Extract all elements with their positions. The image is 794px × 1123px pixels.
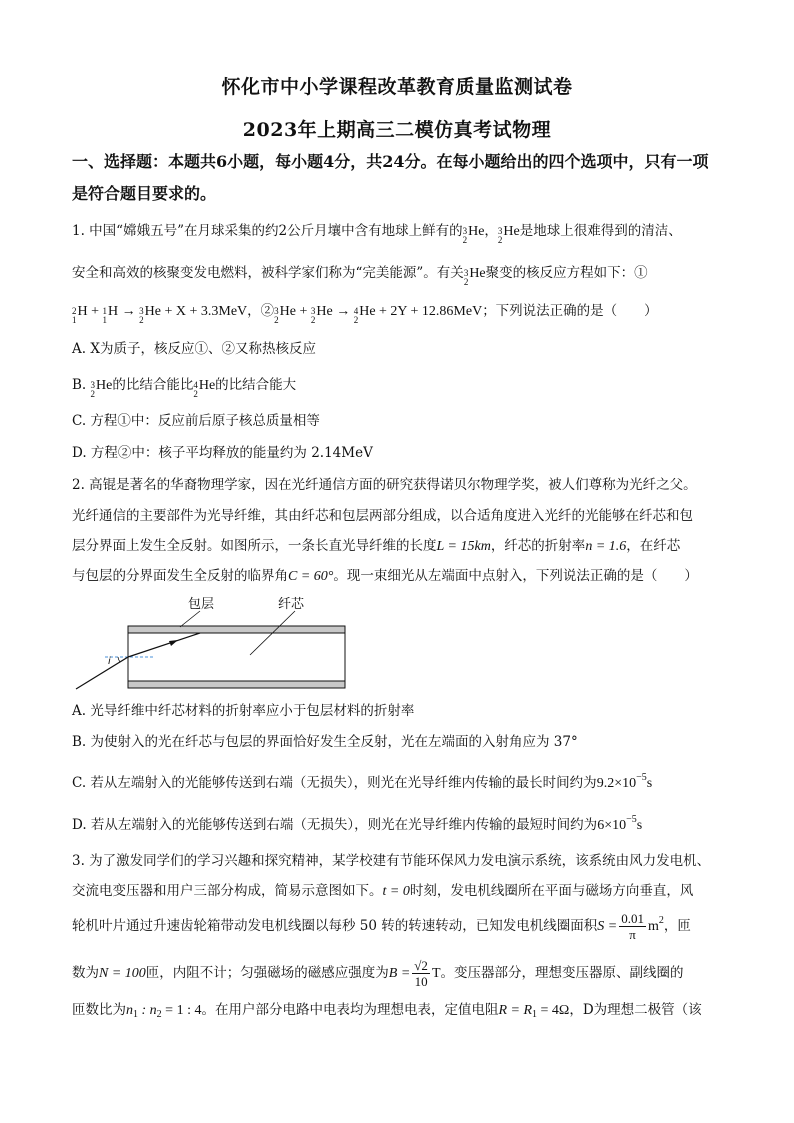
q1-option-a: A. X为质子，核反应①、②又称热核反应 bbox=[72, 341, 316, 357]
q1-equations: 2 1 H + 1 1 H → 3 2 He + X + 3.3MeV，② 3 2 He + 3 2 He → 4 2 He + 2Y + 12.86MeV；下列说法正确的是（ ） bbox=[72, 303, 658, 325]
cladding-pointer bbox=[180, 611, 200, 627]
q3-line-4: 数为N = 100匝，内阻不计；匀强磁场的磁感应强度为B = $\frac{√2}{10}$ T。变压器部分，理想变压器原、副线圈的 bbox=[72, 958, 684, 989]
angle-arc bbox=[118, 657, 120, 662]
q2-option-c: C. 若从左端射入的光能够传送到右端（无损失），则光在光导纤维内传输的最长时间约为$9.2\times 10^{-5}s$ bbox=[72, 772, 653, 791]
he3-isotope: 3 2 He bbox=[462, 224, 485, 245]
q1-option-d: D. 方程②中：核子平均释放的能量约为 2.14MeV bbox=[72, 445, 373, 461]
q2-line-3: 层分界面上发生全反射。如图所示，一条长直光导纤维的长度L = 15km，纤芯的折射率n = 1.6，在纤芯 bbox=[72, 538, 681, 554]
q2-line-4: 与包层的分界面发生全反射的临界角C = 60°。现一束细光从左端面中点射入，下列说法正确的是（ ） bbox=[72, 568, 698, 584]
section-line-2: 是符合题目要求的。 bbox=[72, 184, 217, 203]
q3-line-3: 轮机叶片通过升速齿轮箱带动发电机线圈以每秒 50 转的转速转动，已知发电机线圈面积S = $\frac{0.01}{\pi}$ $m^2$，匝 bbox=[72, 911, 691, 942]
q3-line-5: 匝数比为$n_1$ : $n_2 = 1$ : 4。在用户部分电路中电表均为理想电表，定值电阻$R = R_1 = 4\Omega$，D为理想二极管（该 bbox=[72, 1002, 702, 1020]
cladding-top bbox=[128, 626, 345, 633]
q2-line-1: 2. 高锟是著名的华裔物理学家，因在光纤通信方面的研究获得诺贝尔物理学奖，被人们尊称为光纤之父。 bbox=[72, 477, 697, 493]
q2-line-2: 光纤通信的主要部件为光导纤维，其由纤芯和包层两部分组成，以合适角度进入光纤的光能够在纤芯和包 bbox=[72, 508, 693, 524]
core-label: 纤芯 bbox=[278, 597, 305, 612]
q1-line-1: 1. 中国“嫦娥五号”在月球采集的约2公斤月壤中含有地球上鲜有的 3 2 He， 3 2 He是地球上很难得到的清洁、 bbox=[72, 223, 682, 245]
he3-isotope: 3 2 He bbox=[497, 224, 520, 245]
q2-option-a: A. 光导纤维中纤芯材料的折射率应小于包层材料的折射率 bbox=[72, 703, 415, 719]
he3-isotope: 3 2 He bbox=[463, 266, 486, 287]
exam-subtitle: 2023年上期高三二模仿真考试物理 bbox=[242, 119, 552, 141]
q2-option-b: B. 为使射入的光在纤芯与包层的界面恰好发生全反射，光在左端面的入射角应为 37° bbox=[72, 734, 578, 750]
q1-line-2: 安全和高效的核聚变发电燃料，被科学家们称为“完美能源”。有关 3 2 He聚变的核反应方程如下：① bbox=[72, 265, 648, 287]
angle-label: i bbox=[108, 656, 111, 667]
cladding-bottom bbox=[128, 681, 345, 688]
q2-option-d: D. 若从左端射入的光能够传送到右端（无损失），则光在光导纤维内传输的最短时间约为$6\times 10^{-5}s$ bbox=[72, 814, 643, 833]
section-line-1: 一、选择题：本题共6小题，每小题4分，共24分。在每小题给出的四个选项中，只有一项 bbox=[72, 152, 709, 171]
exam-title: 怀化市中小学课程改革教育质量监测试卷 bbox=[221, 76, 573, 98]
optical-fiber-figure bbox=[70, 593, 370, 698]
q1-option-c: C. 方程①中：反应前后原子核总质量相等 bbox=[72, 413, 320, 429]
refracted-ray bbox=[128, 633, 200, 657]
q3-line-1: 3. 为了激发同学们的学习兴趣和探究精神，某学校建有节能环保风力发电演示系统，该系统由风力发电机、 bbox=[72, 853, 711, 869]
ray-arrow bbox=[169, 640, 178, 646]
section-heading bbox=[72, 146, 722, 210]
cladding-label: 包层 bbox=[188, 597, 215, 612]
q1-option-b: B. 3 2 He的比结合能比 4 2 He的比结合能大 bbox=[72, 377, 297, 399]
q3-line-2: 交流电变压器和用户三部分构成，简易示意图如下。t = 0时刻，发电机线圈所在平面与磁场方向垂直，风 bbox=[72, 883, 694, 899]
field-fraction: $\frac{√2}{10}$ bbox=[414, 958, 428, 989]
area-fraction: $\frac{0.01}{\pi}$ bbox=[621, 911, 644, 942]
